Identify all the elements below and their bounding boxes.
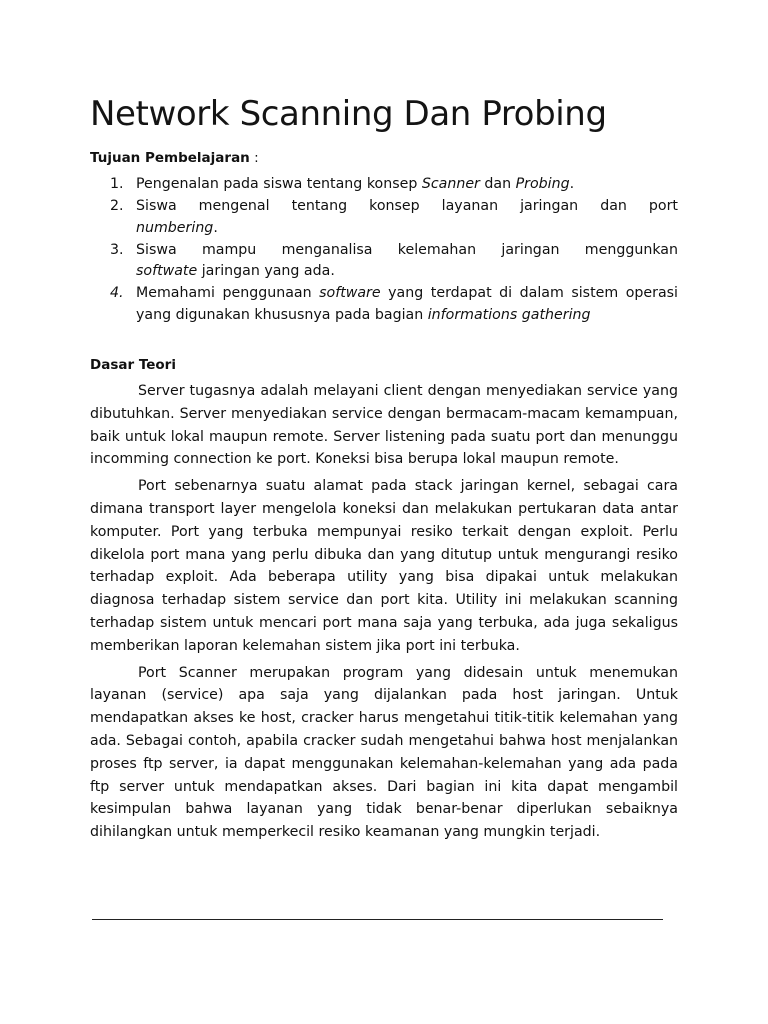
objective-emphasis: numbering [136,219,214,236]
footer-divider [92,919,663,920]
objective-item [110,283,678,326]
objective-number: 4. [110,285,124,301]
objective-item [110,174,678,196]
theory-body [90,380,678,848]
objective-emphasis: software [319,285,381,301]
objective-emphasis: informations gathering [427,306,591,323]
objectives-heading [90,150,259,166]
objectives-heading-label: Tujuan Pembelajaran [90,150,250,166]
objective-emphasis: softwate [136,263,198,279]
objective-emphasis: Probing [515,176,570,192]
objective-number: 1. [110,176,124,192]
objective-number: 2. [110,198,124,214]
theory-paragraph: Port Scanner merupakan program yang didesain untuk menemukan layanan (service) apa saja yang dijalankan pada host jaringan. Untuk mendapatkan akses ke host, cracker harus mengetahui titik-titik kelemahan yang ada. Sebagai contoh, apabila cracker sudah mengetahui bahwa host menjalankan proses ftp server, ia dapat menggunakan kelemahan-kelemahan yang ada pada ftp server untuk mendapatkan akses. Dari bagian ini kita dapat mengambil kesimpulan bahwa layanan yang tidak benar-benar diperlukan sebaiknya dihilangkan untuk memperkecil resiko keamanan yang mungkin terjadi. [90,664,678,841]
theory-heading: Dasar Teori [90,357,176,373]
objective-text: dan [479,176,516,192]
objective-text: Siswa mengenal tentang konsep layanan jaringan dan port [136,198,678,214]
objective-text: . [569,176,575,192]
objective-number: 3. [110,241,124,258]
objective-emphasis: Scanner [421,176,480,192]
objective-text: . [213,219,218,236]
objective-item [110,240,678,283]
objectives-heading-colon: : [249,150,259,166]
page-title: Network Scanning Dan Probing [90,94,607,134]
objective-text: Memahami penggunaan [136,285,320,301]
theory-paragraph: Port sebenarnya suatu alamat pada stack jaringan kernel, sebagai cara dimana transport layer mengelola koneksi dan melakukan pertukaran data antar komputer. Port yang terbuka mempunyai resiko terkait dengan exploit. Perlu dikelola port mana yang perlu dibuka dan yang ditutup untuk mengurangi resiko terhadap exploit. Ada beberapa utility yang bisa dipakai untuk melakukan diagnosa terhadap sistem service dan port kita. Utility ini melakukan scanning terhadap sistem untuk mencari port mana saja yang terbuka, ada juga sekaligus memberikan laporan kelemahan sistem jika port ini terbuka. [90,478,678,654]
objective-text: Siswa mampu menganalisa kelemahan jaringan menggunkan [136,241,678,258]
objective-text: jaringan yang ada. [197,263,335,279]
objective-text: yang terdapat di dalam sistem operasi yang digunakan khususnya pada bagian [136,285,678,323]
objective-text: Pengenalan pada siswa tentang konsep [136,176,422,192]
objective-item [110,196,678,239]
objectives-list [110,174,678,327]
theory-paragraph: Server tugasnya adalah melayani client dengan menyediakan service yang dibutuhkan. Server menyediakan service dengan bermacam-macam kemampuan, baik untuk lokal maupun remote. Server listening pada suatu port dan menunggu incomming connection ke port. Koneksi bisa berupa lokal maupun remote. [90,383,678,468]
